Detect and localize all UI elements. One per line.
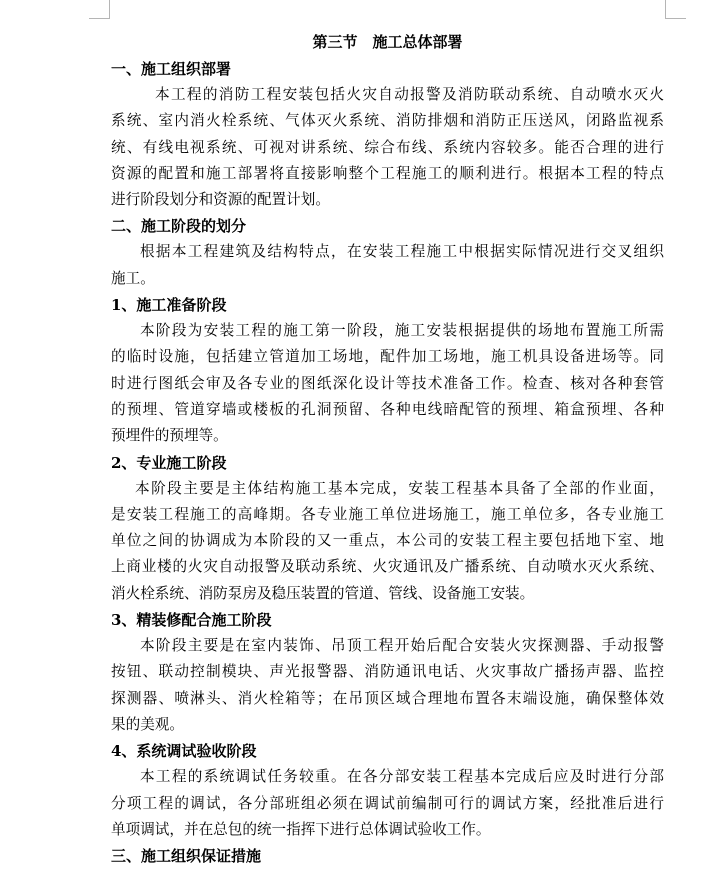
heading-guarantee-measures: 三、施工组织保证措施 bbox=[111, 847, 262, 866]
paragraph-organization bbox=[111, 82, 664, 213]
paragraph-line: 资源的配置和施工部署将直接影响整个工程施工的顺利进行。根据本工程的特点 bbox=[111, 164, 664, 182]
paragraph-line: 上商业楼的火灾自动报警及联动系统、火灾通讯及广播系统、自动喷水灭火系统、 bbox=[111, 558, 664, 576]
paragraph-line: 本工程的系统调试任务较重。在各分部安装工程基本完成后应及时进行分部 bbox=[140, 768, 664, 786]
paragraph-line: 预埋件的预埋等。 bbox=[111, 427, 228, 445]
page-corner-mark-right bbox=[665, 0, 686, 19]
paragraph-line: 分项工程的调试，各分部班组必须在调试前编制可行的调试方案，经批准后进行 bbox=[111, 794, 664, 812]
paragraph-line: 本阶段主要是在室内装饰、吊顶工程开始后配合安装火灾探测器、手动报警 bbox=[140, 637, 664, 655]
paragraph-line: 系统、室内消火栓系统、气体灭火系统、消防排烟和消防正压送风，闭路监视系 bbox=[111, 112, 664, 130]
paragraph-professional-stage bbox=[111, 476, 664, 607]
paragraph-line: 的临时设施，包括建立管道加工场地，配件加工场地，施工机具设备进场等。同 bbox=[111, 348, 664, 366]
paragraph-commissioning-stage bbox=[111, 764, 664, 843]
section-title: 第三节 施工总体部署 bbox=[312, 33, 463, 51]
heading-preparation-stage: 1、施工准备阶段 bbox=[111, 296, 227, 315]
heading-stage-division: 二、施工阶段的划分 bbox=[111, 217, 247, 236]
paragraph-line: 是安装工程施工的高峰期。各专业施工单位进场施工，施工单位多，各专业施工 bbox=[111, 505, 664, 523]
paragraph-line: 单项调试，并在总包的统一指挥下进行总体调试验收工作。 bbox=[111, 820, 491, 838]
paragraph-line: 的预埋、管道穿墙或楼板的孔洞预留、各种电线暗配管的预埋、箱盒预埋、各种 bbox=[111, 400, 664, 418]
page-corner-mark-left bbox=[89, 0, 110, 19]
paragraph-line: 消火栓系统、消防泵房及稳压装置的管道、管线、设备施工安装。 bbox=[111, 584, 535, 602]
paragraph-preparation-stage bbox=[111, 318, 664, 449]
heading-construction-organization: 一、施工组织部署 bbox=[111, 60, 232, 78]
paragraph-line: 探测器、喷淋头、消火栓箱等；在吊顶区域合理地布置各末端设施，确保整体效 bbox=[111, 689, 664, 707]
heading-commissioning-stage: 4、系统调试验收阶段 bbox=[111, 742, 257, 761]
paragraph-line: 时进行图纸会审及各专业的图纸深化设计等技术准备工作。检查、核对各种套管 bbox=[111, 374, 664, 392]
paragraph-line: 本工程的消防工程安装包括火灾自动报警及消防联动系统、自动喷水灭火 bbox=[155, 86, 664, 103]
paragraph-line: 进行阶段划分和资源的配置计划。 bbox=[111, 191, 330, 209]
paragraph-line: 果的美观。 bbox=[111, 715, 184, 733]
paragraph-line: 本阶段主要是主体结构施工基本完成，安装工程基本具备了全部的作业面， bbox=[135, 479, 664, 497]
paragraph-decoration-stage bbox=[111, 633, 664, 738]
paragraph-line: 统、有线电视系统、可视对讲系统、综合布线、系统内容较多。能否合理的进行 bbox=[111, 138, 664, 156]
paragraph-line: 按钮、联动控制模块、声光报警器、消防通讯电话、火灾事故广播扬声器、监控 bbox=[111, 663, 664, 681]
paragraph-stage-division bbox=[111, 239, 664, 292]
paragraph-line: 本阶段为安装工程的施工第一阶段，施工安装根据提供的场地布置施工所需 bbox=[140, 322, 664, 340]
heading-decoration-stage: 3、精装修配合施工阶段 bbox=[111, 611, 272, 630]
paragraph-line: 施工。 bbox=[111, 269, 155, 287]
paragraph-line: 根据本工程建筑及结构特点，在安装工程施工中根据实际情况进行交叉组织 bbox=[140, 243, 664, 261]
heading-professional-stage: 2、专业施工阶段 bbox=[111, 453, 227, 472]
paragraph-line: 单位之间的协调成为本阶段的又一重点，本公司的安装工程主要包括地下室、地 bbox=[111, 532, 664, 550]
document-page bbox=[111, 28, 664, 869]
